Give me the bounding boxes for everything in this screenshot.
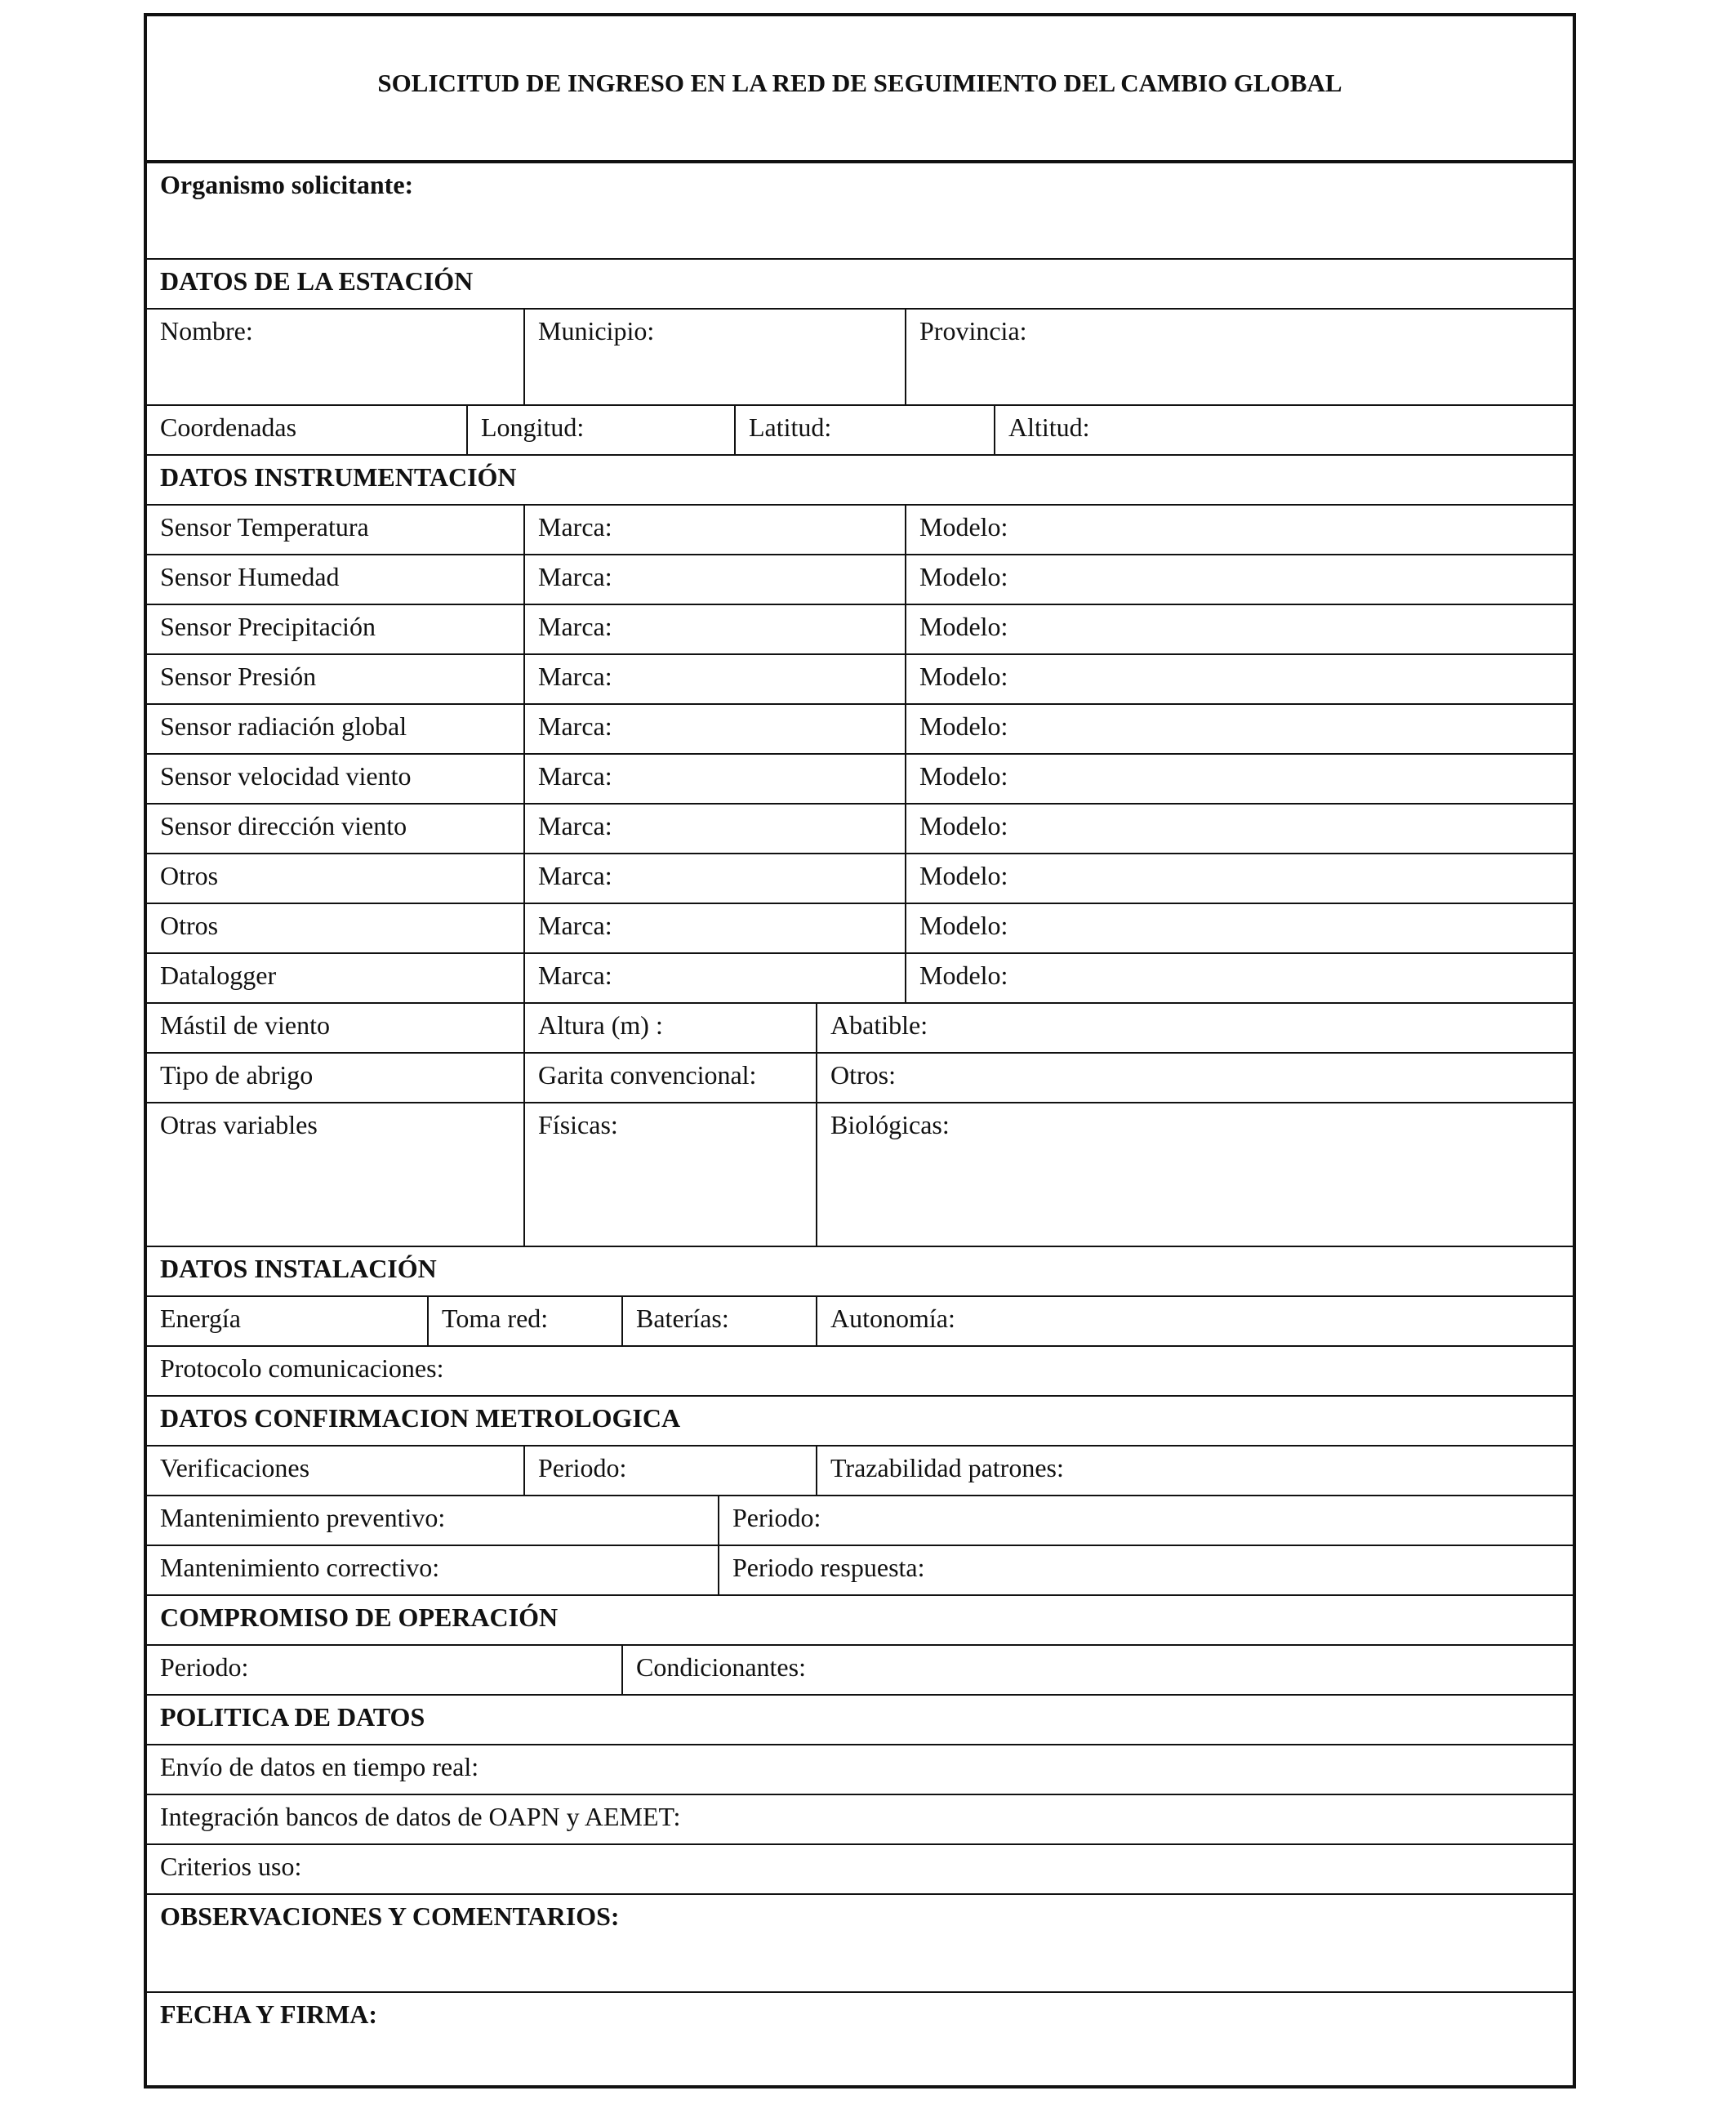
sensor-row bbox=[147, 604, 1573, 653]
sensor-row bbox=[147, 753, 1573, 803]
modelo-field[interactable]: Modelo: bbox=[905, 605, 1573, 653]
criterios-row bbox=[147, 1843, 1573, 1893]
sensor-row bbox=[147, 853, 1573, 903]
sensor-label: Otros bbox=[160, 911, 219, 940]
marca-field[interactable]: Marca: bbox=[523, 605, 905, 653]
form-title: SOLICITUD DE INGRESO EN LA RED DE SEGUIMIENTO DEL CAMBIO GLOBAL bbox=[377, 69, 1342, 97]
modelo-field[interactable]: Modelo: bbox=[905, 506, 1573, 554]
compromiso-heading: COMPROMISO DE OPERACIÓN bbox=[160, 1603, 559, 1632]
altura-field[interactable]: Altura (m) : bbox=[523, 1004, 816, 1052]
marca-field[interactable]: Marca: bbox=[523, 705, 905, 753]
otros-abrigo-field[interactable]: Otros: bbox=[816, 1054, 1573, 1102]
mastil-label: Mástil de viento bbox=[160, 1010, 330, 1040]
modelo-field[interactable]: Modelo: bbox=[905, 705, 1573, 753]
metrologica-heading-row bbox=[147, 1395, 1573, 1445]
altitud-field[interactable]: Altitud: bbox=[994, 406, 1573, 454]
abrigo-label: Tipo de abrigo bbox=[160, 1060, 314, 1090]
municipio-field[interactable]: Municipio: bbox=[523, 310, 905, 404]
compromiso-row bbox=[147, 1644, 1573, 1694]
compromiso-heading-row bbox=[147, 1594, 1573, 1644]
sensor-label: Datalogger bbox=[160, 961, 277, 990]
sensor-row bbox=[147, 703, 1573, 753]
coordenadas-row bbox=[147, 404, 1573, 454]
integracion-field[interactable]: Integración bancos de datos de OAPN y AEMET: bbox=[160, 1802, 681, 1831]
politica-heading: POLITICA DE DATOS bbox=[160, 1702, 425, 1732]
sensor-row bbox=[147, 803, 1573, 853]
sensor-row bbox=[147, 653, 1573, 703]
energia-row bbox=[147, 1295, 1573, 1345]
mantenimiento-correctivo-field[interactable]: Mantenimiento correctivo: bbox=[160, 1553, 440, 1582]
sensor-label: Sensor velocidad viento bbox=[160, 761, 412, 791]
sensor-label: Otros bbox=[160, 861, 219, 890]
protocolo-field[interactable]: Protocolo comunicaciones: bbox=[160, 1353, 444, 1383]
marca-field[interactable]: Marca: bbox=[523, 655, 905, 703]
fecha-firma-row bbox=[147, 1991, 1573, 2085]
sensor-row bbox=[147, 504, 1573, 554]
sensor-row bbox=[147, 952, 1573, 1002]
toma-red-field[interactable]: Toma red: bbox=[427, 1297, 621, 1345]
envio-datos-field[interactable]: Envío de datos en tiempo real: bbox=[160, 1752, 479, 1781]
abatible-field[interactable]: Abatible: bbox=[816, 1004, 1573, 1052]
instrumentacion-heading: DATOS INSTRUMENTACIÓN bbox=[160, 462, 517, 492]
verificaciones-label: Verificaciones bbox=[160, 1453, 310, 1482]
politica-heading-row bbox=[147, 1694, 1573, 1744]
baterias-field[interactable]: Baterías: bbox=[621, 1297, 816, 1345]
condicionantes-field[interactable]: Condicionantes: bbox=[621, 1646, 1573, 1694]
organismo-label: Organismo solicitante: bbox=[160, 170, 414, 199]
metrologica-heading: DATOS CONFIRMACION METROLOGICA bbox=[160, 1403, 681, 1433]
sensor-label: Sensor Presión bbox=[160, 662, 317, 691]
garita-field[interactable]: Garita convencional: bbox=[523, 1054, 816, 1102]
sensor-row bbox=[147, 903, 1573, 952]
periodo-respuesta-field[interactable]: Periodo respuesta: bbox=[718, 1546, 1573, 1594]
mantenimiento-correctivo-row bbox=[147, 1545, 1573, 1594]
modelo-field[interactable]: Modelo: bbox=[905, 755, 1573, 803]
modelo-field[interactable]: Modelo: bbox=[905, 805, 1573, 853]
fecha-firma-field[interactable]: FECHA Y FIRMA: bbox=[160, 1999, 378, 2029]
instalacion-heading: DATOS INSTALACIÓN bbox=[160, 1254, 437, 1283]
protocolo-row bbox=[147, 1345, 1573, 1395]
sensor-label: Sensor Humedad bbox=[160, 562, 340, 591]
marca-field[interactable]: Marca: bbox=[523, 555, 905, 604]
observaciones-row bbox=[147, 1893, 1573, 1991]
estacion-location-row bbox=[147, 308, 1573, 404]
application-form bbox=[144, 13, 1576, 2088]
abrigo-row bbox=[147, 1052, 1573, 1102]
marca-field[interactable]: Marca: bbox=[523, 854, 905, 903]
energia-label: Energía bbox=[160, 1304, 241, 1333]
periodo-compromiso-field[interactable]: Periodo: bbox=[160, 1652, 249, 1682]
modelo-field[interactable]: Modelo: bbox=[905, 954, 1573, 1002]
criterios-field[interactable]: Criterios uso: bbox=[160, 1852, 302, 1881]
fisicas-field[interactable]: Físicas: bbox=[523, 1103, 816, 1246]
sensor-label: Sensor dirección viento bbox=[160, 811, 407, 840]
marca-field[interactable]: Marca: bbox=[523, 954, 905, 1002]
periodo-preventivo-field[interactable]: Periodo: bbox=[718, 1496, 1573, 1545]
latitud-field[interactable]: Latitud: bbox=[734, 406, 994, 454]
otras-variables-label: Otras variables bbox=[160, 1110, 318, 1139]
envio-datos-row bbox=[147, 1744, 1573, 1794]
mantenimiento-preventivo-row bbox=[147, 1495, 1573, 1545]
sensor-label: Sensor Temperatura bbox=[160, 512, 369, 542]
estacion-heading-row bbox=[147, 258, 1573, 308]
biologicas-field[interactable]: Biológicas: bbox=[816, 1103, 1573, 1246]
otras-variables-row bbox=[147, 1102, 1573, 1246]
nombre-field[interactable]: Nombre: bbox=[160, 316, 253, 345]
sensor-row bbox=[147, 554, 1573, 604]
integracion-row bbox=[147, 1794, 1573, 1843]
sensor-label: Sensor Precipitación bbox=[160, 612, 376, 641]
marca-field[interactable]: Marca: bbox=[523, 805, 905, 853]
sensor-label: Sensor radiación global bbox=[160, 711, 407, 741]
instrumentacion-heading-row bbox=[147, 454, 1573, 504]
autonomia-field[interactable]: Autonomía: bbox=[816, 1297, 1573, 1345]
marca-field[interactable]: Marca: bbox=[523, 755, 905, 803]
marca-field[interactable]: Marca: bbox=[523, 506, 905, 554]
estacion-heading: DATOS DE LA ESTACIÓN bbox=[160, 266, 474, 296]
coordenadas-label: Coordenadas bbox=[160, 412, 297, 442]
verificaciones-row bbox=[147, 1445, 1573, 1495]
modelo-field[interactable]: Modelo: bbox=[905, 555, 1573, 604]
mastil-row bbox=[147, 1002, 1573, 1052]
modelo-field[interactable]: Modelo: bbox=[905, 904, 1573, 952]
instalacion-heading-row bbox=[147, 1246, 1573, 1295]
trazabilidad-field[interactable]: Trazabilidad patrones: bbox=[816, 1447, 1573, 1495]
modelo-field[interactable]: Modelo: bbox=[905, 854, 1573, 903]
organismo-row bbox=[147, 160, 1573, 258]
periodo-verificaciones-field[interactable]: Periodo: bbox=[523, 1447, 816, 1495]
marca-field[interactable]: Marca: bbox=[523, 904, 905, 952]
observaciones-field[interactable]: OBSERVACIONES Y COMENTARIOS: bbox=[160, 1901, 620, 1931]
mantenimiento-preventivo-field[interactable]: Mantenimiento preventivo: bbox=[160, 1503, 446, 1532]
modelo-field[interactable]: Modelo: bbox=[905, 655, 1573, 703]
provincia-field[interactable]: Provincia: bbox=[905, 310, 1573, 404]
longitud-field[interactable]: Longitud: bbox=[466, 406, 734, 454]
